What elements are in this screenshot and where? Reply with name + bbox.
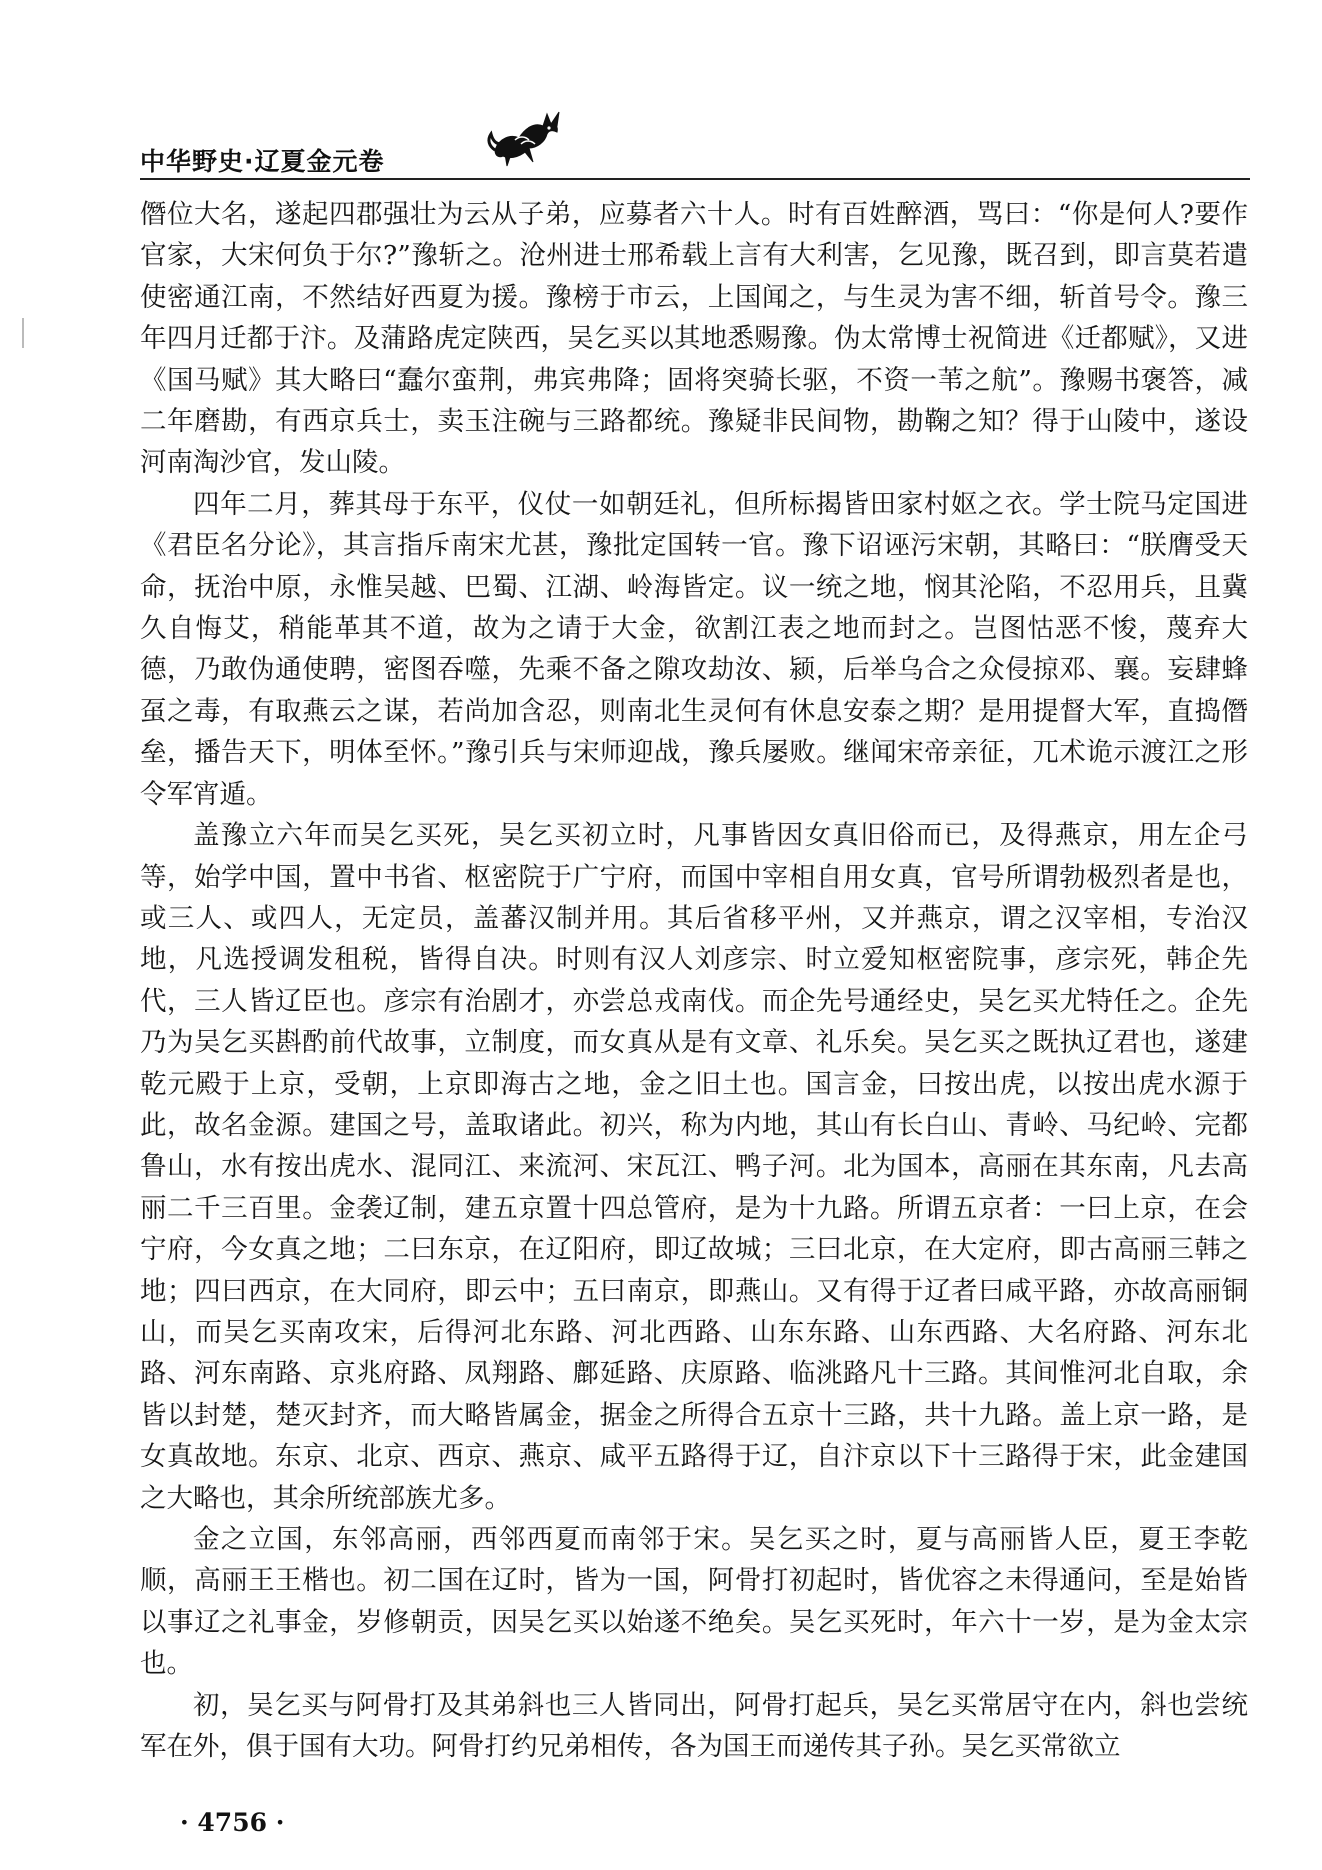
dragon-ornament-icon (485, 100, 565, 170)
main-text (140, 194, 1248, 1767)
header-rule (140, 178, 1250, 180)
paragraph: 盖豫立六年而吴乞买死，吴乞买初立时，凡事皆因女真旧俗而已，及得燕京，用左企弓等，始学中国，置中书省、枢密院于广宁府，而国中宰相自用女真，官号所谓勃极烈者是也，或三人、或四人，无定员，盖蕃汉制并用。其后省移平州，又并燕京，谓之汉宰相，专治汉地，凡选授调发租税，皆得自决。时则有汉人刘彦宗、时立爱知枢密院事，彦宗死，韩企先代，三人皆辽臣也。彦宗有治剧才，亦尝总戎南伐。而企先号通经史，吴乞买尤特任之。企先乃为吴乞买斟酌前代故事，立制度，而女真从是有文章、礼乐矣。吴乞买之既执辽君也，遂建乾元殿于上京，受朝，上京即海古之地，金之旧土也。国言金，曰按出虎，以按出虎水源于此，故名金源。建国之号，盖取诸此。初兴，称为内地，其山有长白山、青岭、马纪岭、完都鲁山，水有按出虎水、混同江、来流河、宋瓦江、鸭子河。北为国本，高丽在其东南，凡去高丽二千三百里。金袭辽制，建五京置十四总管府，是为十九路。所谓五京者：一曰上京，在会宁府，今女真之地；二曰东京，在辽阳府，即辽故城；三曰北京，在大定府，即古高丽三韩之地；四曰西京，在大同府，即云中；五曰南京，即燕山。又有得于辽者曰咸平路，亦故高丽铜山，而吴乞买南攻宋，后得河北东路、河北西路、山东东路、山东西路、大名府路、河东北路、河东南路、京兆府路、凤翔路、鄜延路、庆原路、临洮路凡十三路。其间惟河北自取，余皆以封楚，楚灭封齐，而大略皆属金，据金之所得合五京十三路，共十九路。盖上京一路，是女真故地。东京、北京、西京、燕京、咸平五路得于辽，自汴京以下十三路得于宋，此金建国之大略也，其余所统部族尤多。 (140, 820, 1248, 1514)
book-title: 中华野史·辽夏金元卷 (140, 147, 385, 176)
paragraph: 初，吴乞买与阿骨打及其弟斜也三人皆同出，阿骨打起兵，吴乞买常居守在内，斜也尝统军在外，俱于国有大功。阿骨打约兄弟相传，各为国王而递传其子孙。吴乞买常欲立 (140, 1689, 1248, 1763)
paragraph: 僭位大名，遂起四郡强壮为云从子弟，应募者六十人。时有百姓醉酒，骂曰：“你是何人?要作官家，大宋何负于尔?”豫斩之。沧州进士邢希载上言有大利害，乞见豫，既召到，即言莫若遣使密通江南，不然结好西夏为援。豫榜于市云，上国闻之，与生灵为害不细，斩首号令。豫三年四月迁都于汴。及蒲路虎定陕西，吴乞买以其地悉赐豫。伪太常博士祝简进《迁都赋》，又进《国马赋》其大略曰“蠢尔蛮荆，弗宾弗降；固将突骑长驱，不资一苇之航”。豫赐书褒答，减二年磨勘，有西京兵士，卖玉注碗与三路都统。豫疑非民间物，勘鞠之知？得于山陵中，遂设河南淘沙官，发山陵。 (140, 199, 1248, 479)
running-header (140, 100, 1250, 180)
page-number: · 4756 · (180, 1808, 285, 1837)
paragraph: 金之立国，东邻高丽，西邻西夏而南邻于宋。吴乞买之时，夏与高丽皆人臣，夏王李乾顺，高丽王王楷也。初二国在辽时，皆为一国，阿骨打初起时，皆优容之未得通问，至是始皆以事辽之礼事金，岁修朝贡，因吴乞买以始遂不绝矣。吴乞买死时，年六十一岁，是为金太宗也。 (140, 1524, 1248, 1680)
paragraph: 四年二月，葬其母于东平，仪仗一如朝廷礼，但所标揭皆田家村妪之衣。学士院马定国进《君臣名分论》，其言指斥南宋尤甚，豫批定国转一官。豫下诏诬污宋朝，其略曰：“朕膺受天命，抚治中原，永惟吴越、巴蜀、江湖、岭海皆定。议一统之地，悯其沦陷，不忍用兵，且冀久自悔艾，稍能革其不道，故为之请于大金，欲割江表之地而封之。岂图怙恶不悛，蔑弃大德，乃敢伪通使聘，密图吞噬，先乘不备之隙攻劫汝、颍，后举乌合之众侵掠邓、襄。妄肆蜂虿之毒，有取燕云之谋，若尚加含忍，则南北生灵何有休息安泰之期？是用提督大军，直捣僭垒，播告天下，明体至怀。”豫引兵与宋师迎战，豫兵屡败。继闻宋帝亲征，兀术诡示渡江之形令军宵遁。 (140, 488, 1248, 810)
scan-artifact (22, 318, 24, 348)
